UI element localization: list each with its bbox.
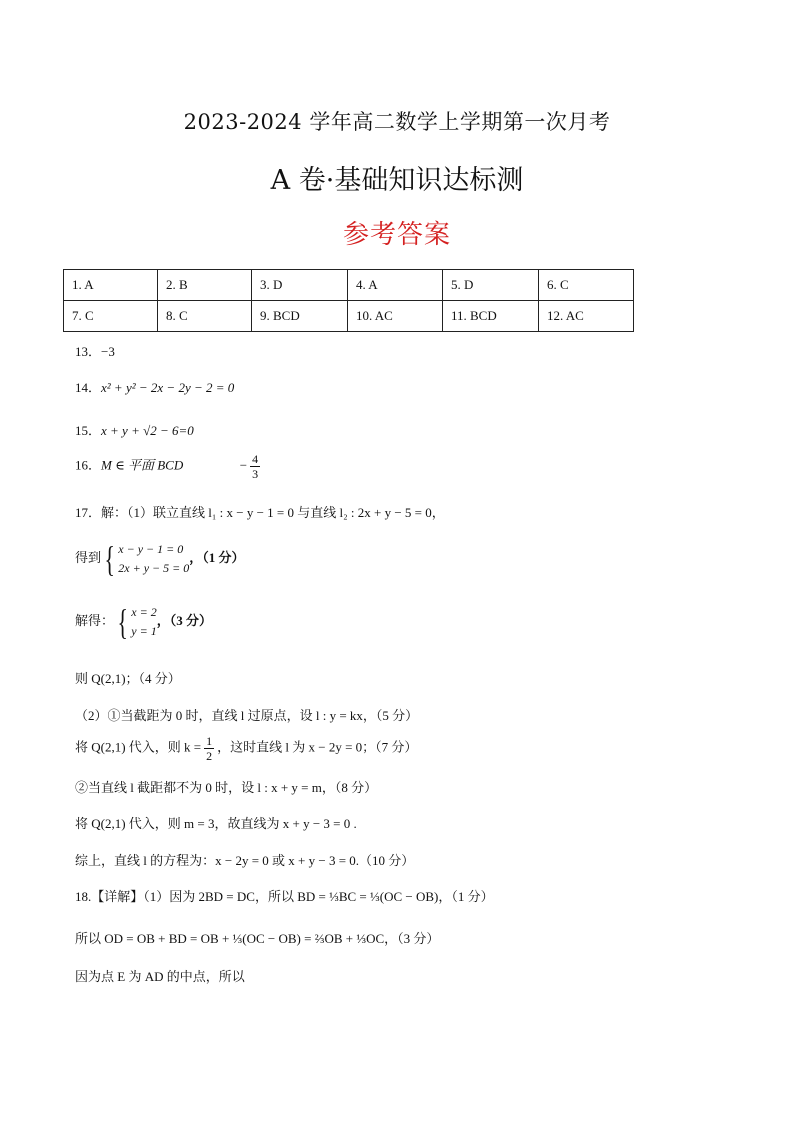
table-row bbox=[64, 301, 634, 332]
answer-number: 15． bbox=[75, 423, 102, 438]
score-note: ，（3 分） bbox=[156, 612, 212, 628]
text: 解得： bbox=[75, 612, 115, 628]
equation: x − y − 1 = 0 bbox=[118, 542, 184, 556]
score-note: ，（1 分） bbox=[189, 549, 245, 565]
answer-number: 14． bbox=[75, 380, 102, 395]
answer-cell: 1. A bbox=[64, 270, 158, 301]
answer-cell: 5. D bbox=[442, 270, 538, 301]
fraction-numerator: 4 bbox=[252, 452, 259, 466]
answer-16 bbox=[75, 452, 263, 481]
fraction bbox=[204, 734, 214, 763]
q18-line-3: 因为点 E 为 AD 的中点，所以 bbox=[75, 969, 245, 984]
fraction-denominator: 3 bbox=[252, 467, 259, 481]
math-expression: x + y + √2 − 6=0 bbox=[101, 423, 194, 438]
answer-cell: 11. BCD bbox=[442, 301, 538, 332]
q18-line-1: 18.【详解】（1）因为 2BD = DC，所以 BD = ⅓BC = ⅓(OC − OB)，（1 分） bbox=[75, 889, 494, 904]
answer-title: 参考答案 bbox=[342, 220, 451, 250]
answer-13: 13．−3 bbox=[75, 344, 115, 359]
answer-14 bbox=[75, 377, 234, 396]
equation-system bbox=[131, 603, 156, 641]
answer-cell: 12. AC bbox=[538, 301, 633, 332]
answer-number: 16． bbox=[75, 457, 102, 473]
q17-line-2 bbox=[75, 540, 245, 578]
equation: 2x + y − 5 = 0 bbox=[118, 561, 190, 575]
math-expression: x² + y² − 2x − 2y − 2 = 0 bbox=[101, 380, 235, 395]
table-row bbox=[64, 270, 634, 301]
q17-line-4: 则 Q(2,1)；（4 分） bbox=[75, 671, 181, 686]
q17-line-8: 将 Q(2,1) 代入，则 m = 3，故直线为 x + y − 3 = 0 . bbox=[75, 816, 357, 831]
q17-line-7: ②当直线 l 截距都不为 0 时，设 l : x + y = m，（8 分） bbox=[75, 780, 378, 795]
q17-line-3 bbox=[75, 603, 212, 641]
answer-cell: 6. C bbox=[538, 270, 633, 301]
exam-title: 2023-2024 学年高二数学上学期第一次月考 bbox=[183, 110, 611, 134]
math-expression: M ∈ 平面 BCD bbox=[101, 457, 184, 473]
answer-cell: 9. BCD bbox=[252, 301, 348, 332]
left-brace-icon: { bbox=[104, 539, 115, 579]
answer-cell: 2. B bbox=[158, 270, 252, 301]
fraction-numerator: 1 bbox=[206, 734, 213, 748]
text: 将 Q(2,1) 代入，则 k = bbox=[75, 739, 202, 755]
left-brace-icon: { bbox=[117, 602, 128, 642]
q17-line-1: 17．解：（1）联立直线 l₁ : x − y − 1 = 0 与直线 l₂ : 2x + y − 5 = 0， bbox=[75, 505, 445, 520]
minus-sign: − bbox=[239, 457, 248, 473]
q17-line-9: 综上，直线 l 的方程为：x − 2y = 0 或 x + y − 3 = 0.（10 分） bbox=[75, 853, 415, 868]
fraction bbox=[250, 452, 260, 481]
answer-cell: 3. D bbox=[252, 270, 348, 301]
exam-subtitle: A 卷·基础知识达标测 bbox=[270, 165, 524, 196]
text: 得到 bbox=[75, 549, 102, 565]
answer-15 bbox=[75, 420, 194, 439]
equation: x = 2 bbox=[131, 605, 157, 619]
answer-cell: 8. C bbox=[158, 301, 252, 332]
equation: y = 1 bbox=[131, 624, 157, 638]
q18-line-2: 所以 OD = OB + BD = OB + ⅓(OC − OB) = ⅔OB + ⅓OC，（3 分） bbox=[75, 931, 440, 946]
answer-cell: 7. C bbox=[64, 301, 158, 332]
text: ，这时直线 l 为 x − 2y = 0；（7 分） bbox=[217, 739, 418, 755]
equation-system bbox=[118, 540, 189, 578]
answer-cell: 10. AC bbox=[348, 301, 443, 332]
fraction-denominator: 2 bbox=[206, 749, 213, 763]
answer-cell: 4. A bbox=[348, 270, 443, 301]
choice-answer-table bbox=[63, 269, 634, 332]
q17-line-6 bbox=[75, 734, 417, 763]
q17-line-5: （2）①当截距为 0 时，直线 l 过原点，设 l : y = kx，（5 分） bbox=[75, 708, 419, 723]
